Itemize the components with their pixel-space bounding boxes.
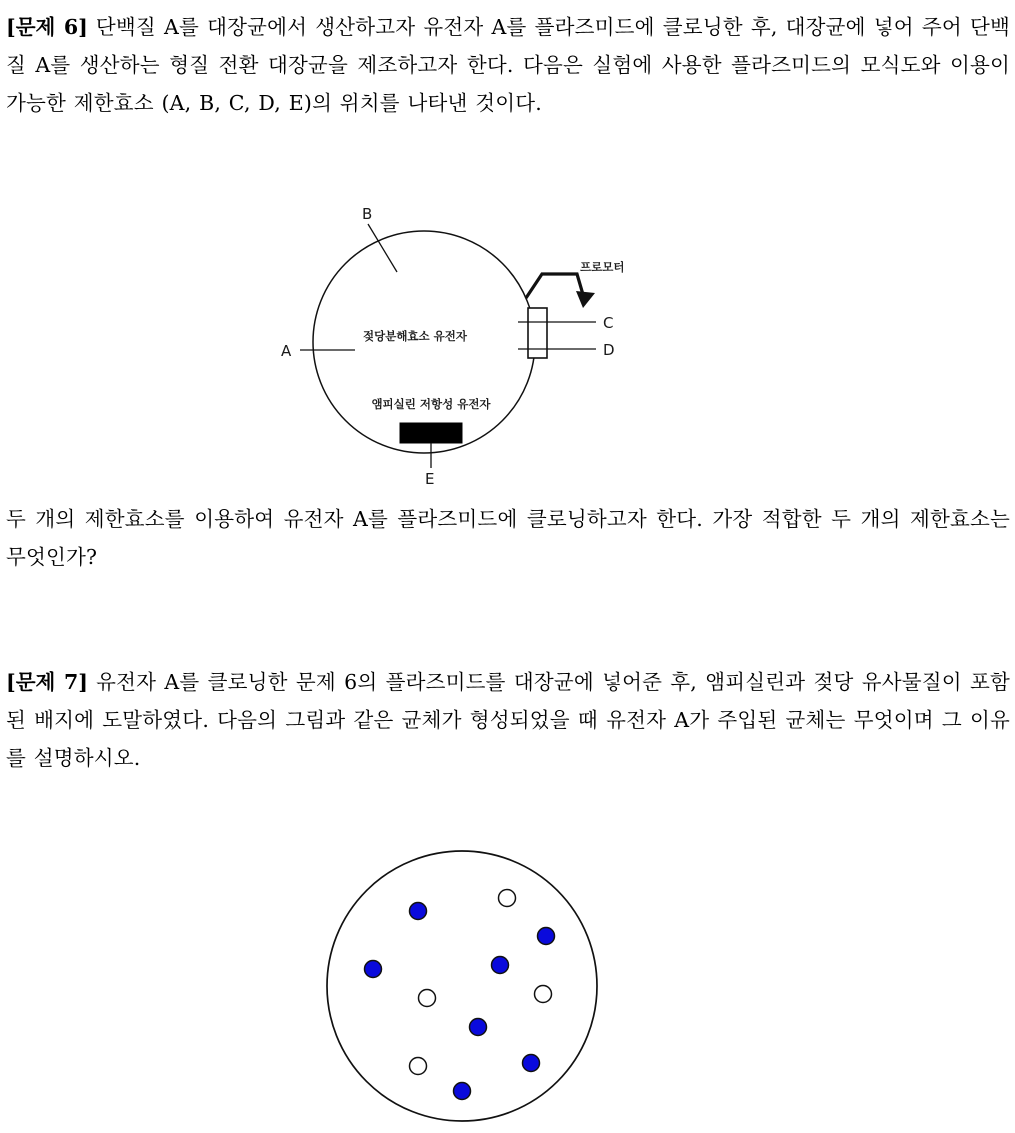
colony-white [535,986,552,1003]
site-d-label: D [603,341,615,359]
promoter-arrow-head [576,291,595,308]
question-6-subquestion [6,500,1010,576]
colony-blue [365,961,382,978]
lacz-gene-caption: 젖당분해효소 유전자 [363,329,467,343]
petri-dish-diagram [310,835,610,1133]
site-a-label: A [281,342,292,360]
site-c-label: C [603,314,614,332]
colony-blue [410,903,427,920]
question-6-number: [문제 6] [6,15,88,39]
colony-blue [492,957,509,974]
question-6-paragraph [6,8,1010,122]
promoter-arrow-shaft [526,274,584,298]
lacz-gene-box [528,308,547,358]
colony-white [499,890,516,907]
colony-blue [470,1019,487,1036]
colony-white [410,1058,427,1075]
promoter-caption: 프로모터 [580,260,625,274]
colony-blue [538,928,555,945]
colony-blue [523,1055,540,1072]
question-7-number: [문제 7] [6,670,88,694]
question-6-body: 단백질 A를 대장균에서 생산하고자 유전자 A를 플라즈미드에 클로닝한 후, 대장균에 넣어 주어 단백질 A를 생산하는 형질 전환 대장균을 제조하고자 한다. 다음은 실험에 사용한 플라즈미드의 모식도와 이용이 가능한 제한효소 (A, B, C, D, E)의 위치를 나타낸 것이다. [6,15,1010,115]
question-6-subquestion-text: 두 개의 제한효소를 이용하여 유전자 A를 플라즈미드에 클로닝하고자 한다. 가장 적합한 두 개의 제한효소는 무엇인가? [6,507,1010,569]
site-b-label: B [362,205,373,223]
colony-white [419,990,436,1007]
colony-blue [454,1083,471,1100]
ampicillin-gene-caption: 앰피실린 저항성 유전자 [371,397,491,411]
question-7-body: 유전자 A를 클로닝한 문제 6의 플라즈미드를 대장균에 넣어준 후, 앰피실린과 젖당 유사물질이 포함된 배지에 도말하였다. 다음의 그림과 같은 균체가 형성되었을 때 유전자 A가 주입된 균체는 무엇이며 그 이유를 설명하시오. [6,670,1010,770]
site-e-label: E [425,470,435,488]
site-b-leader-line [368,224,397,272]
plasmid-diagram [255,195,675,495]
ampicillin-resistance-box [400,423,462,443]
petri-dish-outline [327,851,597,1121]
question-7-paragraph [6,663,1010,777]
